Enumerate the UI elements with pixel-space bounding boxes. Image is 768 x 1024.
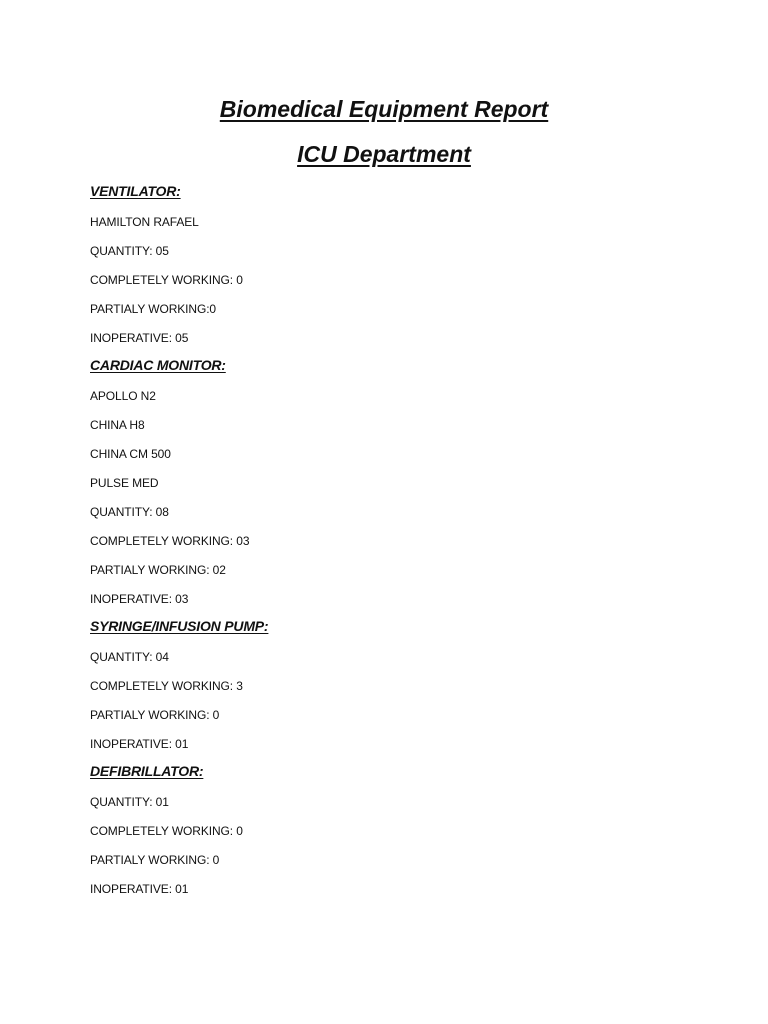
equipment-line: COMPLETELY WORKING: 0 (90, 273, 243, 287)
section-ventilator (90, 181, 690, 355)
report-body (90, 181, 690, 906)
equipment-line: INOPERATIVE: 05 (90, 331, 189, 345)
equipment-line: QUANTITY: 01 (90, 795, 169, 809)
section-heading: DEFIBRILLATOR: (90, 763, 204, 779)
equipment-line: PULSE MED (90, 476, 159, 490)
section-heading: CARDIAC MONITOR: (90, 357, 226, 373)
equipment-line: COMPLETELY WORKING: 03 (90, 534, 250, 548)
equipment-line: PARTIALY WORKING: 0 (90, 853, 220, 867)
report-title: Biomedical Equipment Report (219, 96, 549, 122)
section-heading: SYRINGE/INFUSION PUMP: (90, 618, 269, 634)
equipment-line: COMPLETELY WORKING: 0 (90, 824, 243, 838)
equipment-line: QUANTITY: 04 (90, 650, 169, 664)
equipment-line: COMPLETELY WORKING: 3 (90, 679, 243, 693)
equipment-line: CHINA CM 500 (90, 447, 171, 461)
department-title: ICU Department (297, 141, 471, 167)
section-syringe-infusion-pump (90, 616, 690, 761)
equipment-line: INOPERATIVE: 03 (90, 592, 189, 606)
equipment-line: INOPERATIVE: 01 (90, 737, 189, 751)
equipment-line: APOLLO N2 (90, 389, 156, 403)
equipment-line: PARTIALY WORKING: 02 (90, 563, 226, 577)
section-defibrillator (90, 761, 690, 906)
equipment-line: QUANTITY: 05 (90, 244, 169, 258)
equipment-line: QUANTITY: 08 (90, 505, 169, 519)
equipment-line: HAMILTON RAFAEL (90, 215, 199, 229)
equipment-line: CHINA H8 (90, 418, 145, 432)
equipment-line: PARTIALY WORKING:0 (90, 302, 217, 316)
section-heading: VENTILATOR: (90, 183, 181, 199)
section-cardiac-monitor (90, 355, 690, 616)
equipment-line: INOPERATIVE: 01 (90, 882, 189, 896)
equipment-line: PARTIALY WORKING: 0 (90, 708, 220, 722)
